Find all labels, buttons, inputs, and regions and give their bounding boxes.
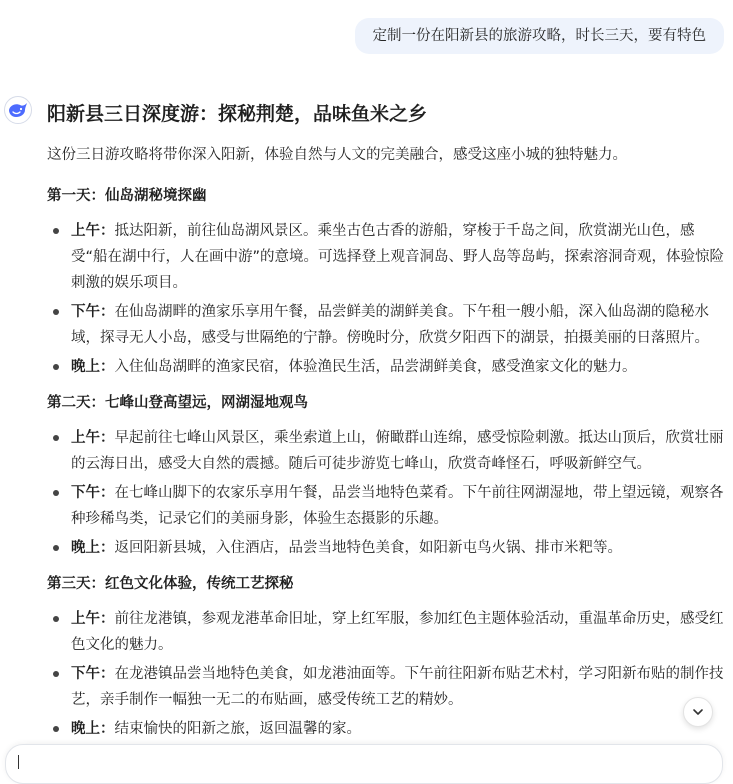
user-message-text: 定制一份在阳新县的旅游攻略，时长三天，要有特色	[372, 28, 706, 44]
time-label: 下午：	[71, 666, 115, 682]
day-section	[47, 571, 725, 742]
assistant-avatar	[4, 96, 32, 124]
list-item	[71, 716, 725, 742]
time-label: 上午：	[71, 611, 115, 627]
message-input[interactable]	[5, 744, 723, 784]
list-item	[71, 661, 725, 713]
assistant-answer	[47, 100, 725, 752]
list-item	[71, 354, 725, 380]
answer-intro: 这份三日游攻略将带你深入阳新，体验自然与人文的完美融合，感受这座小城的独特魅力。	[47, 147, 627, 163]
list-item	[71, 480, 725, 532]
list-item	[71, 299, 725, 351]
list-item	[71, 535, 725, 561]
time-label: 晚上：	[71, 540, 115, 556]
list-item	[71, 425, 725, 477]
item-text: 在仙岛湖畔的渔家乐享用午餐，品尝鲜美的湖鲜美食。下午租一艘小船，深入仙岛湖的隐秘水域，探寻无人小岛，感受与世隔绝的宁静。傍晚时分，欣赏夕阳西下的湖景，拍摄美丽的日落照片。	[71, 304, 709, 346]
list-item	[71, 218, 725, 296]
day-itinerary-list	[47, 218, 725, 380]
answer-title: 阳新县三日深度游：探秘荆楚，品味鱼米之乡	[47, 103, 428, 125]
time-label: 晚上：	[71, 359, 115, 375]
item-text: 抵达阳新，前往仙岛湖风景区。乘坐古色古香的游船，穿梭于千岛之间，欣赏湖光山色，感受“船在湖中行，人在画中游”的意境。可选择登上观音洞岛、野人岛等岛屿，探索溶洞奇观，体验惊险刺激的娱乐项目。	[71, 223, 725, 291]
item-text: 前往龙港镇，参观龙港革命旧址，穿上红军服，参加红色主题体验活动，重温革命历史，感受红色文化的魅力。	[71, 611, 724, 653]
time-label: 下午：	[71, 304, 115, 320]
day-itinerary-list	[47, 606, 725, 742]
item-text: 入住仙岛湖畔的渔家民宿，体验渔民生活，品尝湖鲜美食，感受渔家文化的魅力。	[114, 359, 637, 375]
time-label: 上午：	[71, 430, 115, 446]
list-item	[71, 606, 725, 658]
chevron-down-icon	[691, 705, 705, 719]
item-text: 在龙港镇品尝当地特色美食，如龙港油面等。下午前往阳新布贴艺术村，学习阳新布贴的制作技艺，亲手制作一幅独一无二的布贴画，感受传统工艺的精妙。	[71, 666, 724, 708]
time-label: 下午：	[71, 485, 115, 501]
day-itinerary-list	[47, 425, 725, 561]
whale-logo-icon	[8, 102, 28, 118]
time-label: 晚上：	[71, 721, 115, 737]
day-section	[47, 390, 725, 561]
item-text: 在七峰山脚下的农家乐享用午餐，品尝当地特色菜肴。下午前往网湖湿地，带上望远镜，观察各种珍稀鸟类，记录它们的美丽身影，体验生态摄影的乐趣。	[71, 485, 724, 527]
day-title: 第一天：仙岛湖秘境探幽	[47, 188, 207, 204]
day-title: 第二天：七峰山登高望远，网湖湿地观鸟	[47, 395, 308, 411]
scroll-to-bottom-button[interactable]	[683, 697, 713, 727]
text-caret	[18, 755, 19, 769]
item-text: 结束愉快的阳新之旅，返回温馨的家。	[114, 721, 361, 737]
day-section	[47, 183, 725, 380]
day-title: 第三天：红色文化体验，传统工艺探秘	[47, 576, 294, 592]
user-message-bubble	[355, 18, 725, 54]
item-text: 返回阳新县城，入住酒店，品尝当地特色美食，如阳新屯鸟火锅、排市米粑等。	[114, 540, 622, 556]
item-text: 早起前往七峰山风景区，乘坐索道上山，俯瞰群山连绵，感受惊险刺激。抵达山顶后，欣赏壮丽的云海日出，感受大自然的震撼。随后可徒步游览七峰山，欣赏奇峰怪石，呼吸新鲜空气。	[71, 430, 724, 472]
time-label: 上午：	[71, 223, 115, 239]
